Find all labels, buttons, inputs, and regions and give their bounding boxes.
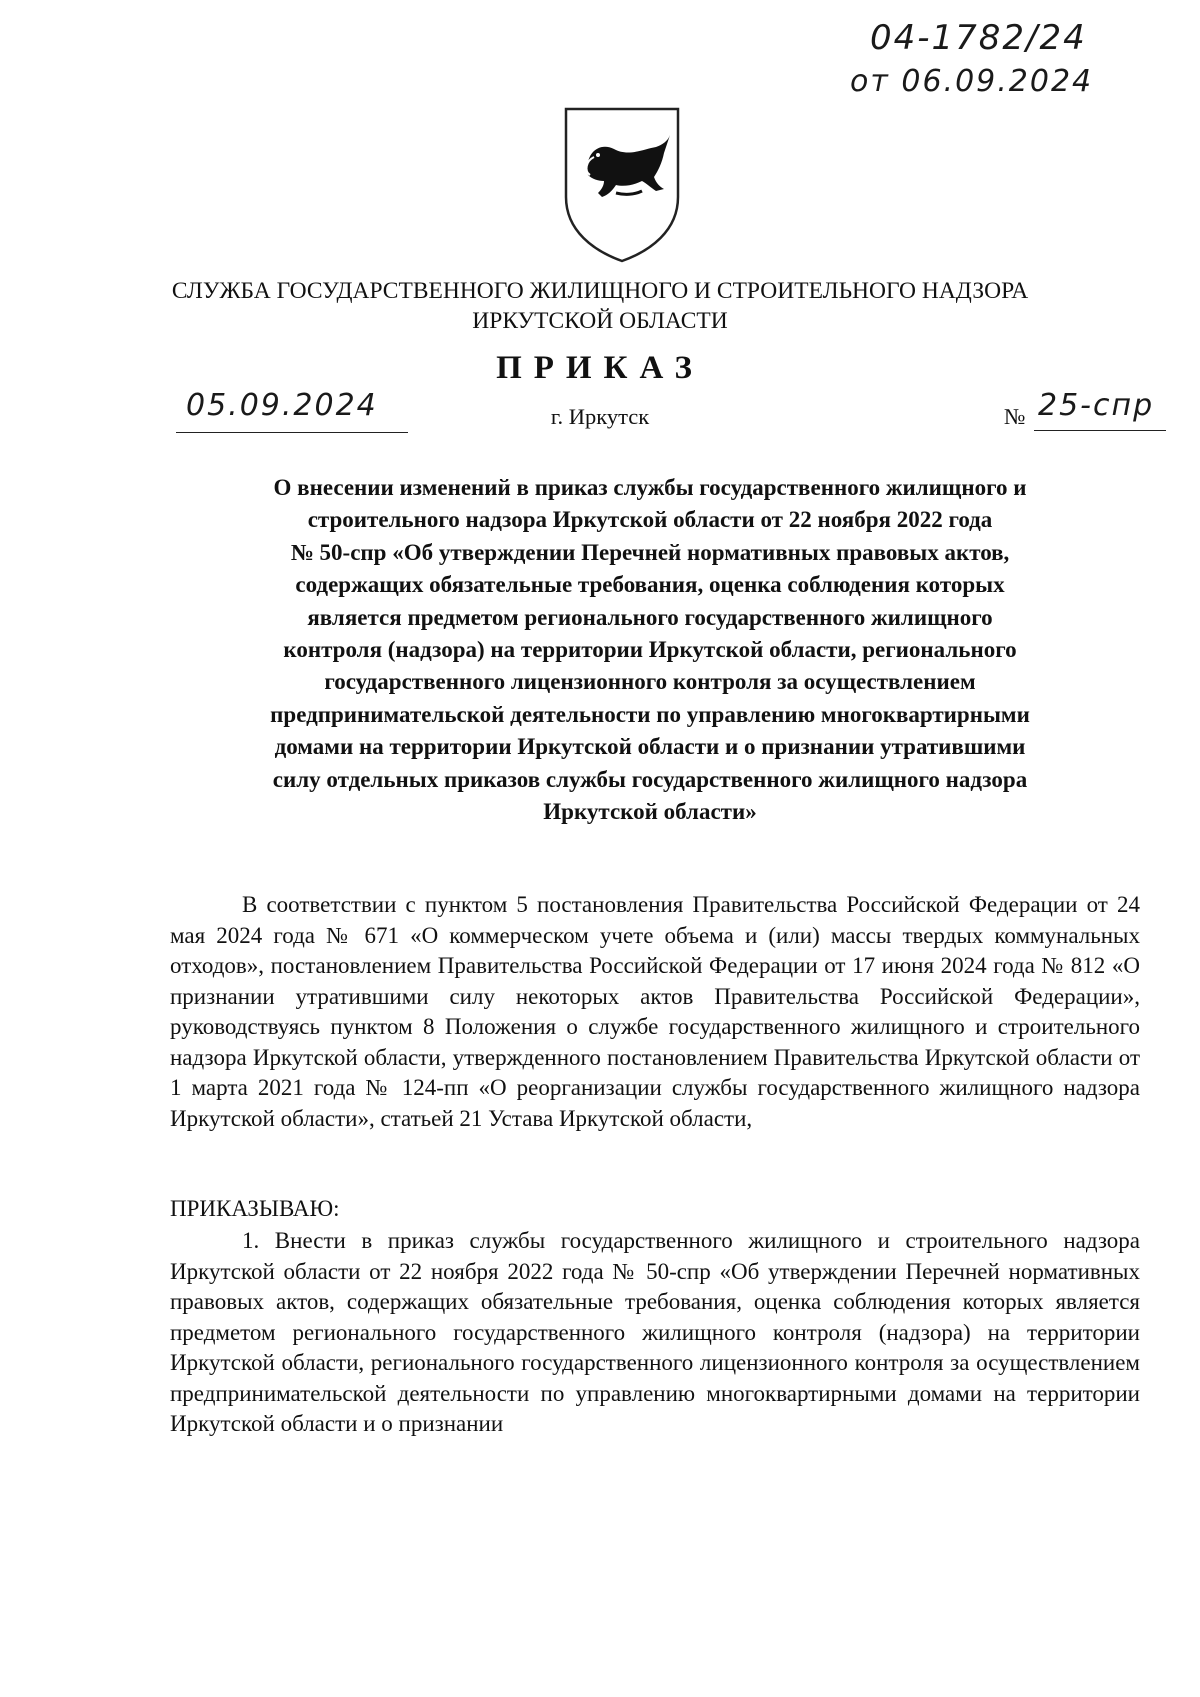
subject-line: является предметом регионального государственного жилищного: [307, 604, 993, 630]
handwritten-order-number: 25-спр: [1038, 388, 1155, 423]
subject-line: предпринимательской деятельности по управлению многоквартирными: [270, 701, 1030, 727]
subject-line: государственного лицензионного контроля за осуществлением: [324, 669, 976, 695]
order-city: г. Иркутск: [550, 404, 650, 429]
handwritten-registration-date: от 06.09.2024: [850, 64, 1094, 99]
document-title: ПРИКАЗ: [496, 350, 704, 386]
babr-emblem-icon: [558, 105, 686, 265]
subject-line: контроля (надзора) на территории Иркутской области, регионального: [283, 637, 1017, 663]
handwritten-order-date: 05.09.2024: [186, 388, 378, 423]
subject-line: домами на территории Иркутской области и о признании утратившими: [274, 734, 1026, 760]
order-number-field: [1034, 388, 1166, 431]
handwritten-registration-number: 04-1782/24: [870, 18, 1087, 58]
subject-line: Иркутской области»: [543, 799, 757, 825]
coat-of-arms-emblem: [558, 105, 686, 265]
subject-line: № 50-спр «Об утверждении Перечней нормативных правовых актов,: [290, 539, 1010, 565]
subject-line: содержащих обязательные требования, оценка соблюдения которых: [295, 572, 1005, 598]
subject-line: силу отдельных приказов службы государственного жилищного надзора: [272, 766, 1028, 792]
preamble-paragraph: В соответствии с пунктом 5 постановления Правительства Российской Федерации от 24 мая 2024 года № 671 «О коммерческом учете объема и (или) массы твердых коммунальных отходов», постановлением Правительства Российской Федерации от 17 июня 2024 года № 812 «О признании утратившими силу некоторых актов Правительства Российской Федерации», руководствуясь пунктом 8 Положения о службе государственного жилищного и строительного надзора Иркутской области, утвержденного постановлением Правительства Иркутской области от 1 марта 2021 года № 124-пп «О реорганизации службы государственного жилищного надзора Иркутской области», статьей 21 Устава Иркутской области,: [170, 892, 1140, 1131]
order-item-1: 1. Внести в приказ службы государственного жилищного и строительного надзора Иркутской области от 22 ноября 2022 года № 50-спр «Об утверждении Перечней нормативных правовых актов, содержащих обязательные требования, оценка соблюдения которых является предметом регионального государственного жилищного контроля (надзора) на территории Иркутской области, регионального государственного лицензионного контроля за осуществлением предпринимательской деятельности по управлению многоквартирными домами на территории Иркутской области и о признании: [170, 1228, 1140, 1436]
decree-word: ПРИКАЗЫВАЮ:: [170, 1196, 340, 1221]
agency-name-line: ИРКУТСКОЙ ОБЛАСТИ: [472, 308, 728, 334]
order-number-label: №: [1004, 404, 1026, 429]
subject-line: строительного надзора Иркутской области от 22 ноября 2022 года: [307, 507, 993, 533]
agency-name: [0, 276, 1200, 336]
order-subject: [170, 472, 1130, 828]
subject-line: О внесении изменений в приказ службы государственного жилищного и: [273, 475, 1027, 500]
agency-name-line: СЛУЖБА ГОСУДАРСТВЕННОГО ЖИЛИЩНОГО И СТРОИТЕЛЬНОГО НАДЗОРА: [171, 278, 1029, 304]
